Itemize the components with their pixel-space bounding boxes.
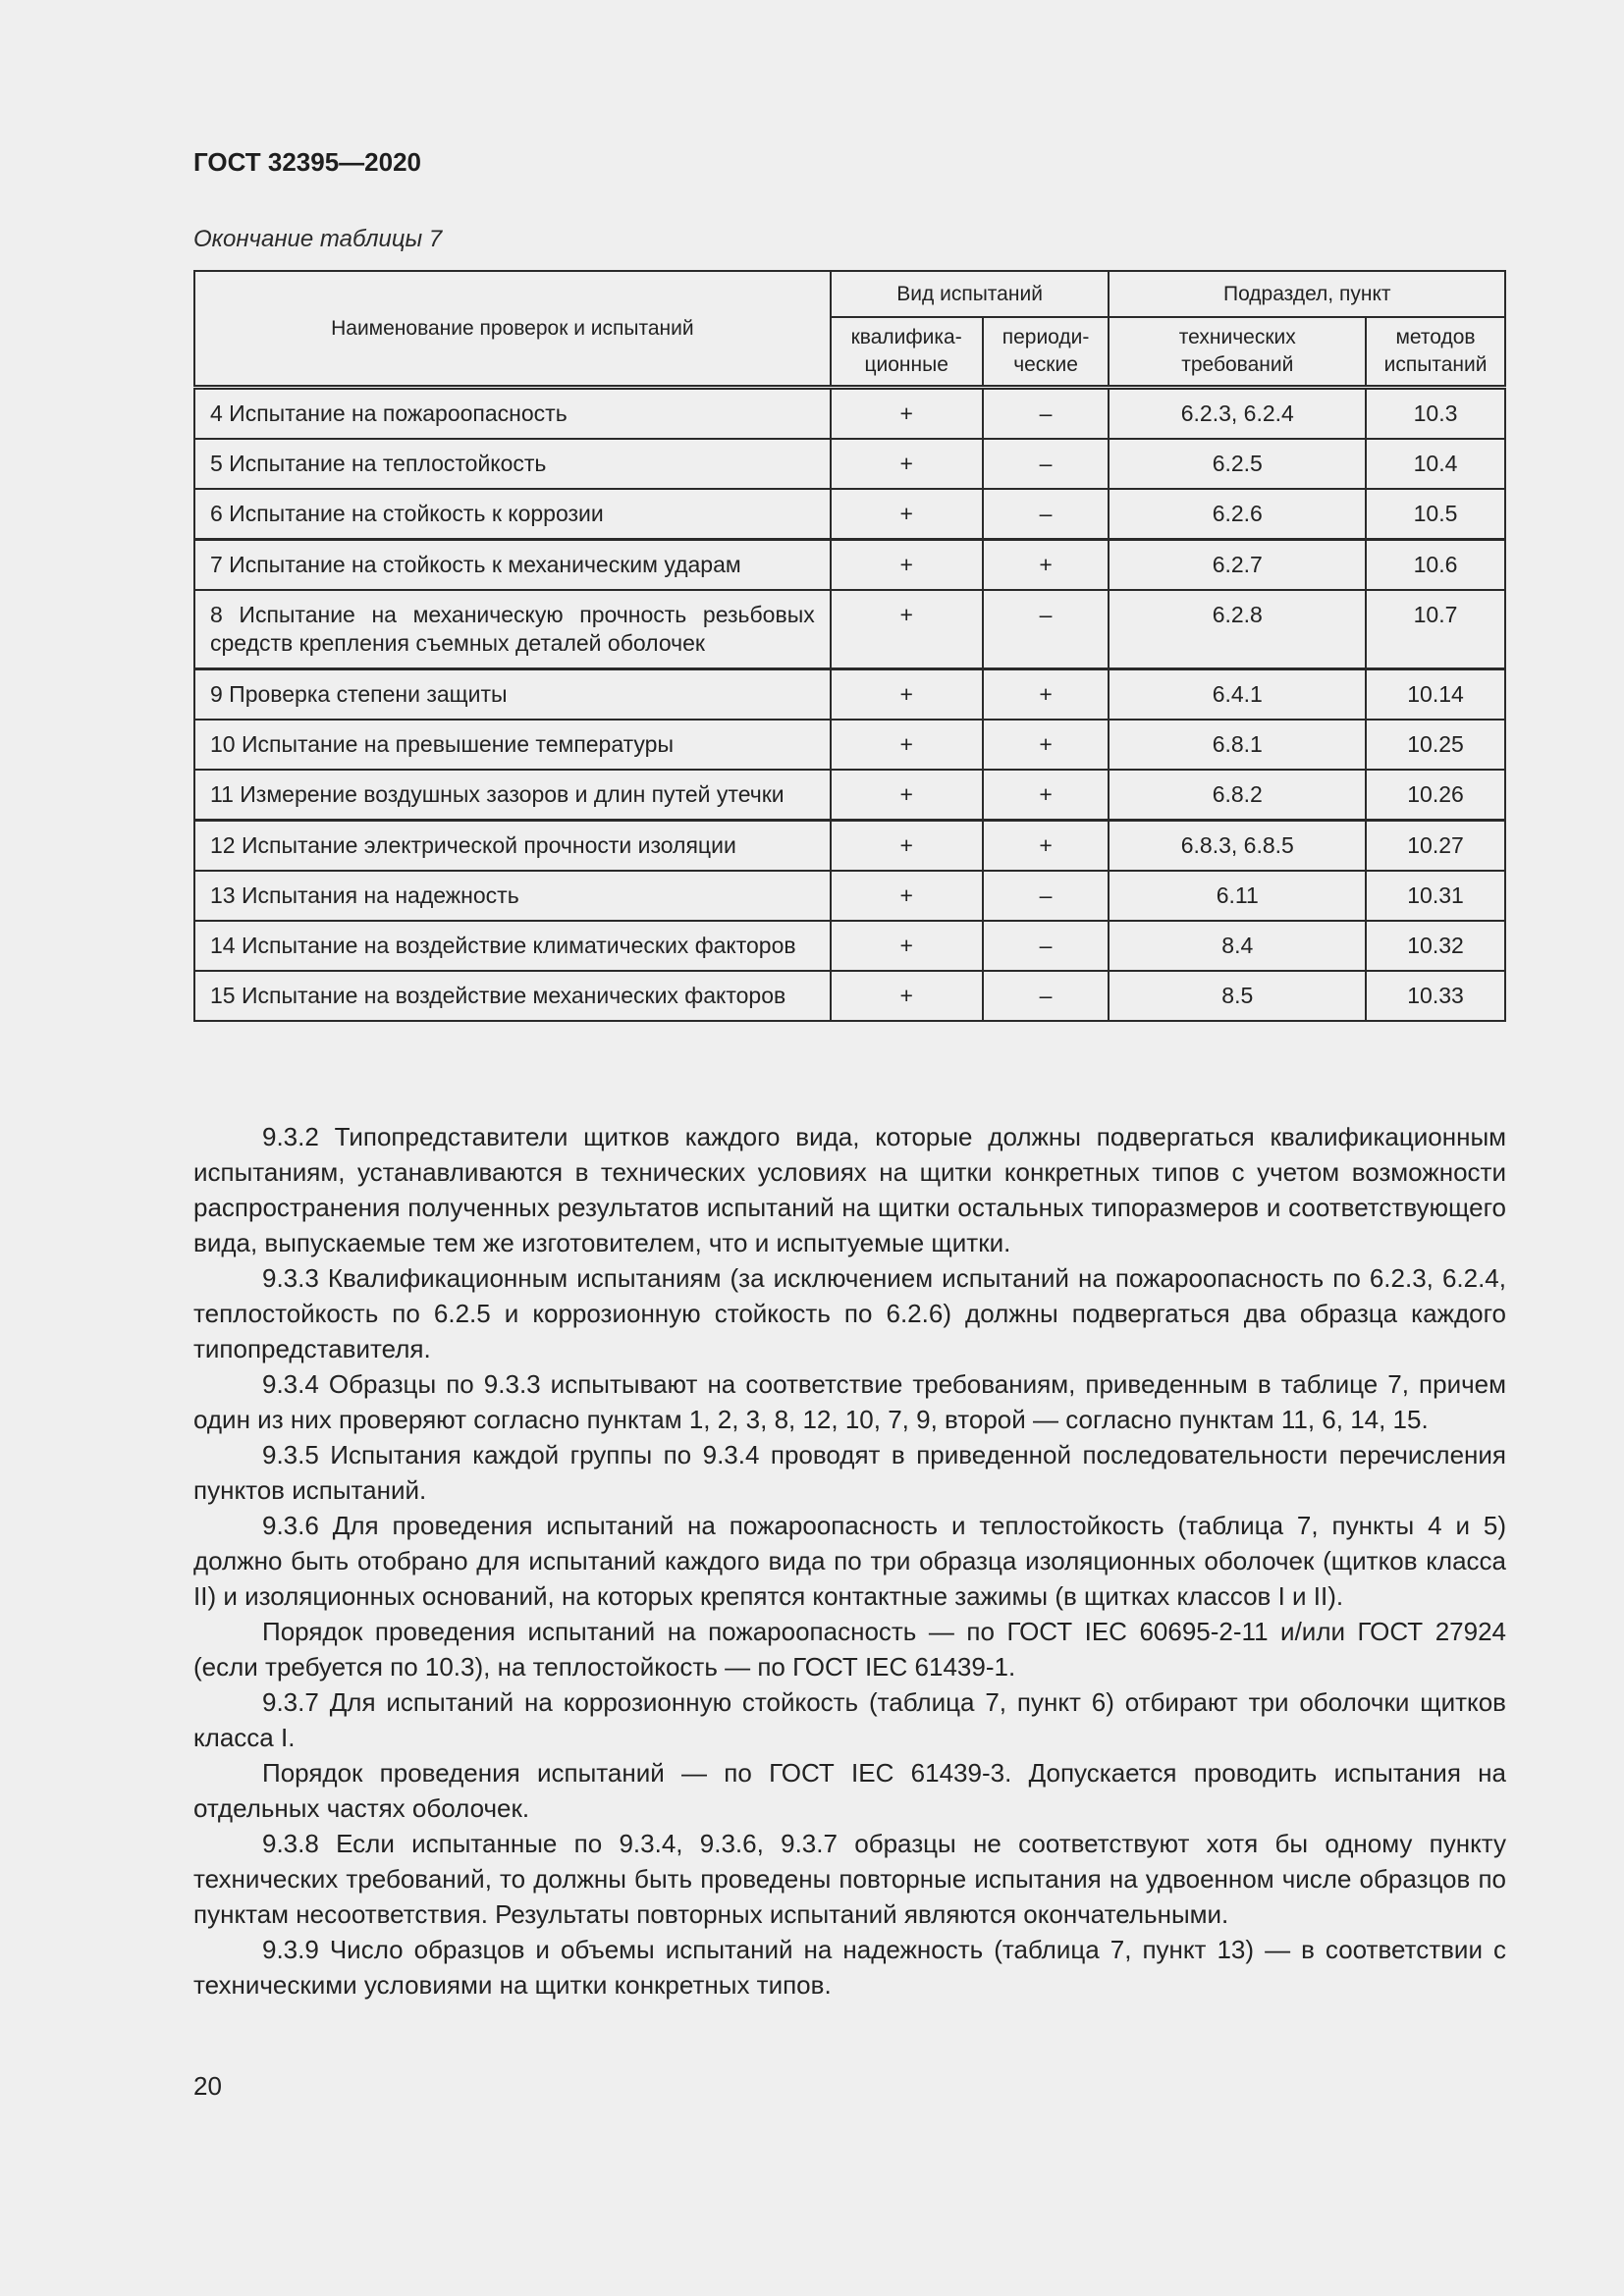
table-row (194, 669, 1505, 721)
table-row (194, 770, 1505, 821)
row-name: 7 Испытание на стойкость к механическим ударам (194, 540, 831, 591)
table-caption: Окончание таблицы 7 (193, 226, 443, 252)
row-technical-requirements: 8.4 (1109, 921, 1366, 971)
row-test-methods: 10.25 (1366, 720, 1505, 770)
row-qualification: + (831, 720, 983, 770)
row-qualification: + (831, 590, 983, 669)
row-periodic: – (983, 489, 1110, 540)
row-name: 14 Испытание на воздействие климатических факторов (194, 921, 831, 971)
row-periodic: – (983, 871, 1110, 921)
row-name: 8 Испытание на механическую прочность резьбовых средств крепления съемных деталей оболочек (194, 590, 831, 669)
row-qualification: + (831, 971, 983, 1021)
document-code: ГОСТ 32395—2020 (193, 147, 421, 177)
header-test-methods: методов испытаний (1366, 317, 1505, 388)
row-name: 10 Испытание на превышение температуры (194, 720, 831, 770)
row-technical-requirements: 6.8.1 (1109, 720, 1366, 770)
row-periodic: + (983, 821, 1110, 872)
row-periodic: + (983, 770, 1110, 821)
paragraph: Порядок проведения испытаний на пожароопасность — по ГОСТ IEC 60695-2-11 и/или ГОСТ 27924 (если требуется по 10.3), на теплостойкость — по ГОСТ IEC 61439-1. (193, 1617, 1506, 1682)
row-qualification: + (831, 921, 983, 971)
body-text (193, 1119, 1506, 2002)
row-qualification: + (831, 489, 983, 540)
row-qualification: + (831, 770, 983, 821)
paragraph: 9.3.3 Квалификационным испытаниям (за исключением испытаний на пожароопасность по 6.2.3, 6.2.4, теплостойкость по 6.2.5 и коррозионную стойкость по 6.2.6) должны подвергаться два образца каждого типопредставителя. (193, 1263, 1506, 1363)
paragraph: 9.3.7 Для испытаний на коррозионную стойкость (таблица 7, пункт 6) отбирают три оболочки щитков класса I. (193, 1687, 1506, 1752)
row-name: 13 Испытания на надежность (194, 871, 831, 921)
row-technical-requirements: 6.2.8 (1109, 590, 1366, 669)
table-row (194, 439, 1505, 489)
paragraph: 9.3.5 Испытания каждой группы по 9.3.4 проводят в приведенной последовательности перечисления пунктов испытаний. (193, 1440, 1506, 1505)
page-number: 20 (193, 2071, 222, 2101)
table-row (194, 921, 1505, 971)
row-periodic: – (983, 590, 1110, 669)
row-periodic: – (983, 388, 1110, 440)
header-name: Наименование проверок и испытаний (194, 271, 831, 388)
paragraph: 9.3.8 Если испытанные по 9.3.4, 9.3.6, 9.3.7 образцы не соответствуют хотя бы одному пункту технических требований, то должны быть проведены повторные испытания на удвоенном числе образцов по пунктам несоответствия. Результаты повторных испытаний являются окончательными. (193, 1829, 1506, 1929)
row-name: 6 Испытание на стойкость к коррозии (194, 489, 831, 540)
tests-table (193, 270, 1506, 1022)
row-periodic: – (983, 921, 1110, 971)
row-technical-requirements: 6.8.2 (1109, 770, 1366, 821)
row-qualification: + (831, 439, 983, 489)
row-name: 12 Испытание электрической прочности изоляции (194, 821, 831, 872)
row-name: 15 Испытание на воздействие механических факторов (194, 971, 831, 1021)
header-qualification: квалифика- ционные (831, 317, 983, 388)
row-test-methods: 10.14 (1366, 669, 1505, 721)
row-periodic: + (983, 669, 1110, 721)
row-test-methods: 10.27 (1366, 821, 1505, 872)
row-technical-requirements: 6.2.3, 6.2.4 (1109, 388, 1366, 440)
row-name: 11 Измерение воздушных зазоров и длин путей утечки (194, 770, 831, 821)
row-technical-requirements: 6.2.7 (1109, 540, 1366, 591)
row-name: 9 Проверка степени защиты (194, 669, 831, 721)
table-row (194, 821, 1505, 872)
row-periodic: – (983, 971, 1110, 1021)
table-row (194, 720, 1505, 770)
paragraph: 9.3.6 Для проведения испытаний на пожароопасность и теплостойкость (таблица 7, пункты 4 и 5) должно быть отобрано для испытаний каждого вида по три образца изоляционных оболочек (щитков класса II) и изоляционных оснований, на которых крепятся контактные зажимы (в щитках классов I и II). (193, 1511, 1506, 1611)
row-technical-requirements: 6.2.5 (1109, 439, 1366, 489)
table-row (194, 388, 1505, 440)
row-periodic: + (983, 540, 1110, 591)
row-technical-requirements: 6.2.6 (1109, 489, 1366, 540)
row-technical-requirements: 8.5 (1109, 971, 1366, 1021)
row-test-methods: 10.31 (1366, 871, 1505, 921)
row-qualification: + (831, 669, 983, 721)
row-technical-requirements: 6.11 (1109, 871, 1366, 921)
row-name: 4 Испытание на пожароопасность (194, 388, 831, 440)
row-qualification: + (831, 540, 983, 591)
row-test-methods: 10.6 (1366, 540, 1505, 591)
row-test-methods: 10.4 (1366, 439, 1505, 489)
table-row (194, 540, 1505, 591)
row-qualification: + (831, 821, 983, 872)
row-qualification: + (831, 871, 983, 921)
table-row (194, 871, 1505, 921)
row-periodic: + (983, 720, 1110, 770)
header-periodic: периоди- ческие (983, 317, 1110, 388)
header-technical-requirements: технических требований (1109, 317, 1366, 388)
row-technical-requirements: 6.4.1 (1109, 669, 1366, 721)
table-row (194, 971, 1505, 1021)
row-test-methods: 10.33 (1366, 971, 1505, 1021)
paragraph: 9.3.4 Образцы по 9.3.3 испытывают на соответствие требованиям, приведенным в таблице 7, причем один из них проверяют согласно пунктам 1, 2, 3, 8, 12, 10, 7, 9, второй — согласно пунктам 11, 6, 14, 15. (193, 1369, 1506, 1434)
row-qualification: + (831, 388, 983, 440)
row-test-methods: 10.32 (1366, 921, 1505, 971)
row-test-methods: 10.26 (1366, 770, 1505, 821)
row-periodic: – (983, 439, 1110, 489)
header-subsection: Подраздел, пункт (1109, 271, 1505, 317)
header-test-type: Вид испытаний (831, 271, 1110, 317)
paragraph: Порядок проведения испытаний — по ГОСТ IEC 61439-3. Допускается проводить испытания на отдельных частях оболочек. (193, 1758, 1506, 1823)
table-row (194, 489, 1505, 540)
row-test-methods: 10.5 (1366, 489, 1505, 540)
row-name: 5 Испытание на теплостойкость (194, 439, 831, 489)
row-test-methods: 10.3 (1366, 388, 1505, 440)
table-row (194, 590, 1505, 669)
row-test-methods: 10.7 (1366, 590, 1505, 669)
paragraph: 9.3.9 Число образцов и объемы испытаний на надежность (таблица 7, пункт 13) — в соответствии с техническими условиями на щитки конкретных типов. (193, 1935, 1506, 2000)
paragraph: 9.3.2 Типопредставители щитков каждого вида, которые должны подвергаться квалификационным испытаниям, устанавливаются в технических условиях на щитки конкретных типов с учетом возможности распространения полученных результатов испытаний на щитки остальных типоразмеров и соответствующего вида, выпускаемые тем же изготовителем, что и испытуемые щитки. (193, 1122, 1506, 1257)
row-technical-requirements: 6.8.3, 6.8.5 (1109, 821, 1366, 872)
